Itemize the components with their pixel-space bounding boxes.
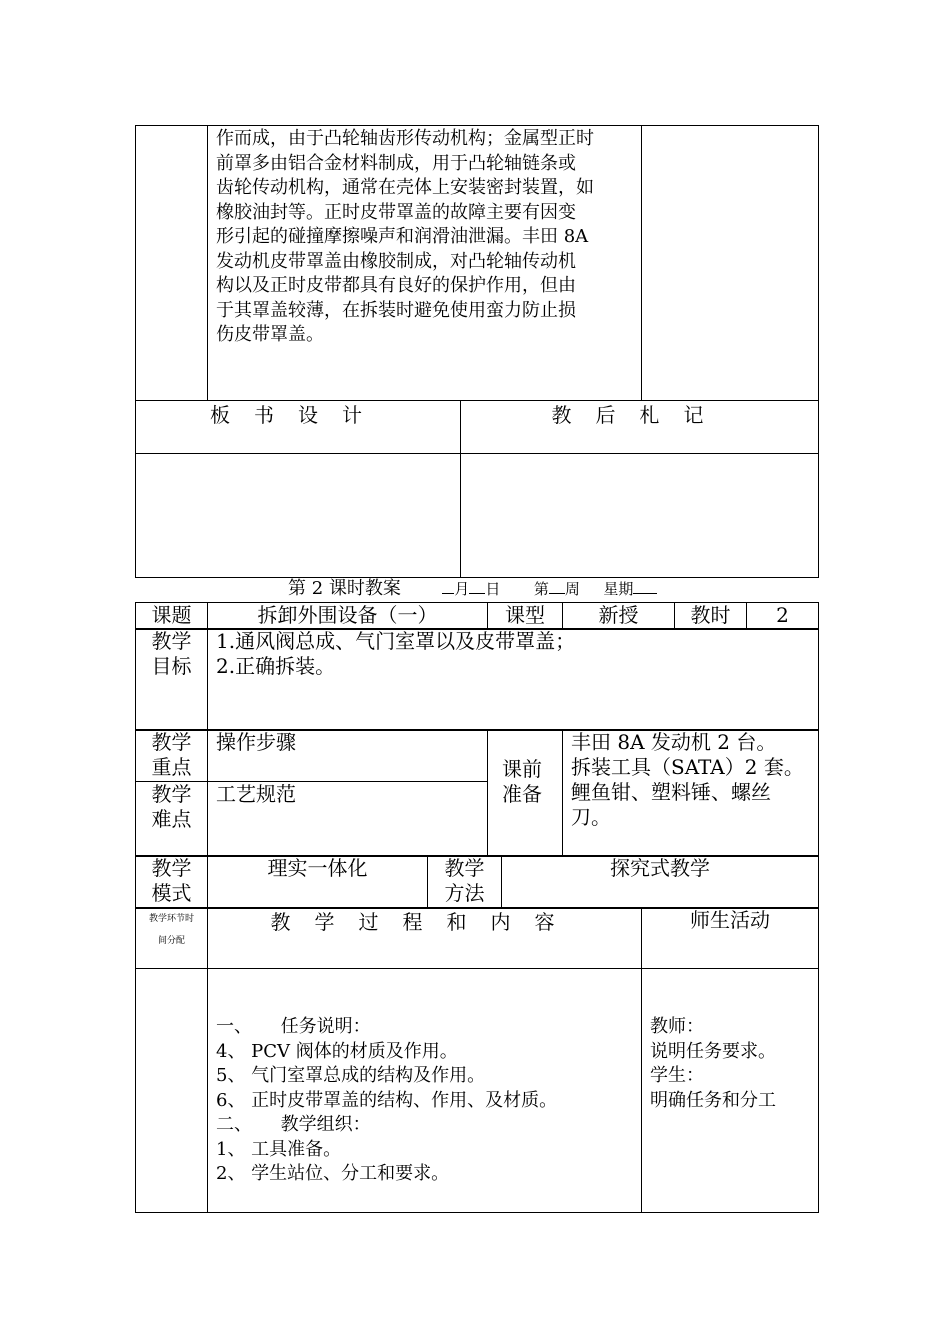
activity-line: 教师： — [650, 1016, 704, 1037]
week-prefix: 第 — [533, 580, 549, 598]
objective-row — [135, 628, 819, 731]
objectives-cell — [208, 629, 819, 731]
difficulty-value: 工艺规范 — [208, 782, 488, 857]
content-line: 齿轮传动机构，通常在壳体上安装密封装置，如 — [216, 177, 594, 198]
difficulty-label: 教学 难点 — [136, 782, 208, 857]
lesson-header-line — [288, 577, 708, 601]
method-label: 教学 方法 — [428, 856, 502, 909]
process-line: 1、 工具准备。 — [216, 1138, 342, 1160]
weekday-label: 星期 — [603, 580, 634, 598]
key-label: 教学 重点 — [136, 730, 208, 782]
hours-label: 教时 — [675, 603, 747, 630]
content-line: 伤皮带罩盖。 — [216, 324, 324, 345]
process-line: 4、 PCV 阀体的材质及作用。 — [216, 1040, 458, 1062]
day-label: 日 — [485, 580, 501, 598]
activity-line: 明确任务和分工 — [650, 1089, 776, 1111]
post-notes-area — [461, 454, 819, 578]
method-value: 探究式教学 — [502, 856, 819, 909]
prep-line: 刀。 — [571, 805, 611, 829]
process-table — [135, 907, 819, 1213]
type-label: 课型 — [488, 603, 563, 630]
process-line: 一、 任务说明： — [216, 1016, 371, 1037]
process-header: 教学过程和内容 — [208, 908, 642, 969]
mode-row — [135, 855, 819, 909]
activity-content — [642, 969, 819, 1213]
mode-value: 理实一体化 — [208, 856, 428, 909]
activity-header: 师生活动 — [642, 908, 819, 969]
prep-line: 鲤鱼钳、塑料锤、螺丝 — [571, 780, 771, 804]
content-line: 前罩多由铝合金材料制成，用于凸轮轴链条或 — [216, 152, 576, 174]
process-line: 5、 气门室罩总成的结构及作用。 — [216, 1065, 486, 1086]
time-allocation-cell — [136, 969, 208, 1213]
objective-label: 教学 目标 — [136, 629, 208, 731]
objective-1: 1.通风阀总成、气门室罩以及皮带罩盖； — [216, 629, 576, 653]
prep-line: 拆装工具（SATA）2 套。 — [571, 755, 804, 779]
content-line: 于其罩盖较薄，在拆装时避免使用蛮力防止损 — [216, 299, 576, 321]
month-label: 月 — [454, 580, 470, 598]
week-suffix: 周 — [564, 580, 580, 598]
time-cell-empty — [136, 126, 208, 401]
activity-line: 学生： — [650, 1065, 704, 1086]
process-line: 6、 正时皮带罩盖的结构、作用、及材质。 — [216, 1089, 558, 1111]
lesson-number: 第 2 课时教案 — [288, 578, 401, 599]
objective-2: 2.正确拆装。 — [216, 654, 336, 678]
previous-lesson-table — [135, 125, 819, 578]
activity-cell-empty — [642, 126, 819, 401]
topic-row — [135, 602, 819, 630]
key-points-row — [135, 729, 819, 857]
prep-line: 丰田 8A 发动机 2 台。 — [571, 730, 777, 754]
content-line: 构以及正时皮带都具有良好的保护作用，但由 — [216, 275, 576, 296]
prep-label: 课前 准备 — [488, 730, 563, 857]
board-design-header: 板书设计 — [136, 401, 461, 454]
content-line: 橡胶油封等。正时皮带罩盖的故障主要有因变 — [216, 201, 576, 223]
activity-line: 说明任务要求。 — [650, 1040, 776, 1062]
content-line: 发动机皮带罩盖由橡胶制成，对凸轮轴传动机 — [216, 250, 576, 272]
key-value: 操作步骤 — [208, 730, 488, 782]
post-notes-header: 教后札记 — [461, 401, 819, 454]
content-cell — [208, 126, 642, 401]
hours-value: 2 — [747, 603, 819, 630]
process-line: 二、 教学组织： — [216, 1114, 371, 1135]
topic-label: 课题 — [136, 603, 208, 630]
process-line: 2、 学生站位、分工和要求。 — [216, 1163, 450, 1184]
board-design-area — [136, 454, 461, 578]
topic-value: 拆卸外围设备（一） — [208, 603, 488, 630]
content-line: 作而成，由于凸轮轴齿形传动机构；金属型正时 — [216, 128, 594, 149]
mode-label: 教学 模式 — [136, 856, 208, 909]
process-content — [208, 969, 642, 1213]
time-allocation-label: 教学环节时 间分配 — [136, 908, 208, 969]
content-line: 形引起的碰撞摩擦噪声和润滑油泄漏。丰田 8A — [216, 226, 589, 247]
prep-value — [563, 730, 819, 857]
type-value: 新授 — [563, 603, 675, 630]
